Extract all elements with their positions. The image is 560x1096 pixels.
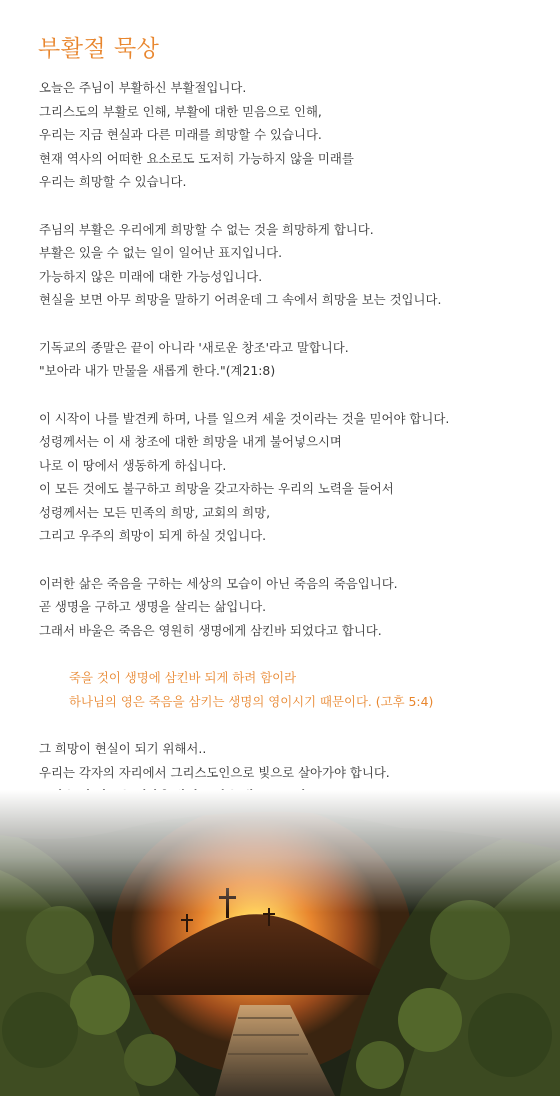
text-line: 성령께서는 모든 민족의 희망, 교회의 희망, [39,504,271,520]
text-line: 그 희망이 현실이 되기 위해서.. [39,741,207,756]
text-line: 현재 역사의 어떠한 요소로도 도저히 가능하지 않을 미래를 [39,150,354,166]
text-line: 현실을 보면 아무 희망을 말하기 어려운데 그 속에서 희망을 보는 것입니다. [39,292,442,307]
text-line: 성령께서는 이 새 창조에 대한 희망을 내게 불어넣으시며 [39,434,342,449]
paragraph-2 [39,218,539,312]
quote-line: 하나님의 영은 죽음을 삼키는 생명의 영이시기 때문이다. (고후 5:4) [69,693,434,709]
text-line: 가능하지 않은 미래에 대한 가능성입니다. [39,268,263,284]
text-line: "보아라 내가 만물을 새롭게 한다."(계21:8) [39,363,276,378]
text-line: 그리스도의 부활로 인해, 부활에 대한 믿음으로 인해, [39,103,322,119]
text-line: 곧 생명을 구하고 생명을 살리는 삶입니다. [39,599,267,614]
text-line: 주님의 부활은 우리에게 희망할 수 없는 것을 희망하게 합니다. [39,221,374,237]
scripture-quote [69,666,539,713]
meditation-body [39,76,539,902]
text-line: 그래서 바울은 죽음은 영원히 생명에게 삼킨바 되었다고 합니다. [39,622,382,638]
text-line: 기독교의 종말은 끝이 아니라 '새로운 창조'라고 말합니다. [39,339,349,355]
paragraph-1 [39,76,539,194]
paragraph-4 [39,407,539,548]
text-line: 우리는 희망할 수 있습니다. [39,174,187,189]
quote-line: 죽을 것이 생명에 삼킨바 되게 하려 함이라 [69,670,297,685]
text-line: 이 모든 것에도 불구하고 희망을 갖고자하는 우리의 노력을 들어서 [39,481,394,496]
paragraph-5 [39,572,539,643]
text-line: 우리는 지금 현실과 다른 미래를 희망할 수 있습니다. [39,127,322,142]
text-line: 부활은 있을 수 없는 일이 일어난 표지입니다. [39,245,283,260]
text-line: 우리는 각자의 자리에서 그리스도인으로 빛으로 살아가야 합니다. [39,764,390,780]
text-line: 이러한 삶은 죽음을 구하는 세상의 모습이 아닌 죽음의 죽음입니다. [39,575,398,591]
text-line: 이 시작이 나를 발견케 하며, 나를 일으켜 세울 것이라는 것을 믿어야 합니다. [39,410,450,426]
text-line: 오늘은 주님이 부활하신 부활절입니다. [39,80,247,95]
text-line: 그리고 우주의 희망이 되게 하실 것입니다. [39,528,267,543]
text-line: 나로 이 땅에서 생동하게 하십니다. [39,457,227,473]
empty-tomb-image [0,790,560,1096]
page-title: 부활절 묵상 [38,36,160,62]
paragraph-3 [39,336,539,383]
